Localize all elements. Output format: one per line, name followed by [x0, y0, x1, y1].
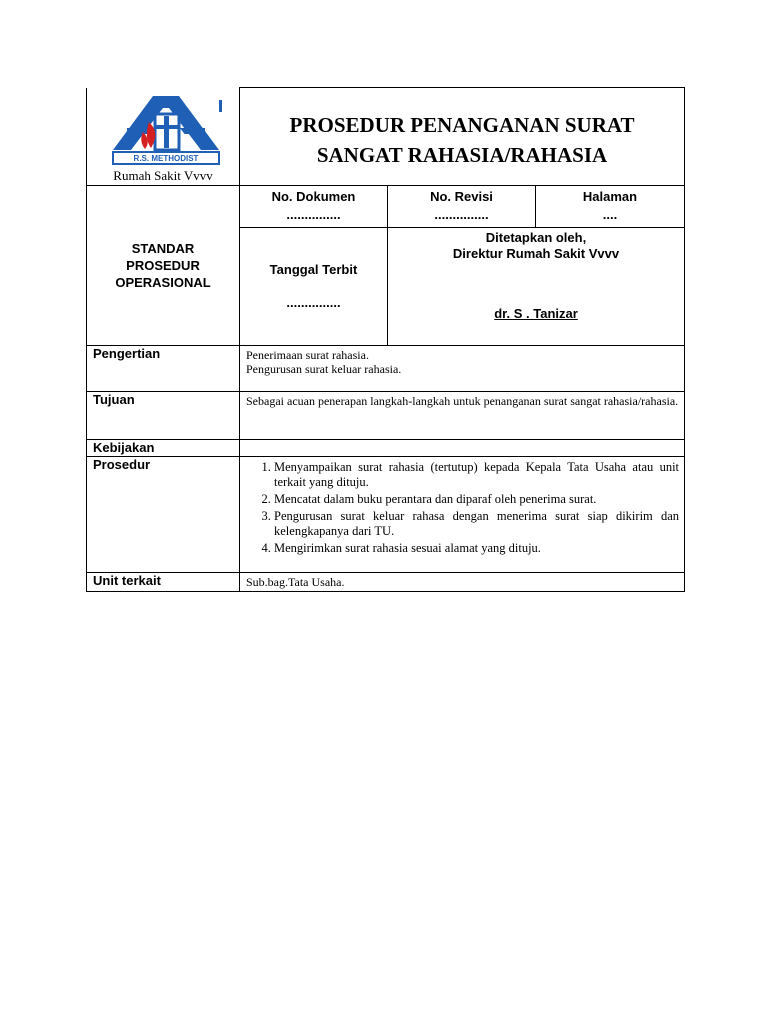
tanggal-terbit-cell: [240, 227, 388, 345]
prosedur-steps: [246, 460, 679, 556]
halaman-value: ....: [602, 206, 618, 222]
prosedur-content: [240, 456, 685, 572]
tujuan-content: Sebagai acuan penerapan langkah-langkah untuk penanganan surat sangat rahasia/rahasia.: [240, 391, 685, 439]
no-dokumen-cell: [240, 185, 388, 227]
pengertian-label: Pengertian: [87, 345, 240, 391]
hospital-logo-icon: [105, 92, 227, 168]
sop-label-line2: PROSEDUR: [126, 257, 200, 273]
document-title-line2: SANGAT RAHASIA/RAHASIA: [316, 143, 608, 167]
ditetapkan-line2: Direktur Rumah Sakit Vvvv: [452, 245, 620, 261]
unit-terkait-label: Unit terkait: [87, 572, 240, 591]
document-title-cell: [240, 88, 685, 186]
kebijakan-content: [240, 439, 685, 456]
logo-text: R.S. METHODIST: [133, 153, 199, 163]
prosedur-step: 3. Pengurusan surat keluar rahasa dengan menerima surat siap dikirim dan kelengkapanya dari TU.: [274, 509, 679, 539]
sop-label-cell: [87, 185, 240, 345]
no-dokumen-label: No. Dokumen: [271, 188, 356, 204]
no-revisi-label: No. Revisi: [430, 188, 493, 204]
pengertian-line2: Pengurusan surat keluar rahasia.: [246, 361, 402, 376]
prosedur-step: 1. Menyampaikan surat rahasia (tertutup) kepada Kepala Tata Usaha atau unit terkait yang dituju.: [274, 460, 679, 490]
prosedur-label: Prosedur: [87, 456, 240, 572]
no-revisi-cell: [388, 185, 536, 227]
hospital-logo: [105, 92, 227, 168]
prosedur-step: 2. Mencatat dalam buku perantara dan diparaf oleh penerima surat.: [274, 492, 679, 507]
logo-cell: [87, 88, 240, 186]
sop-table: [86, 87, 685, 592]
halaman-cell: [536, 185, 685, 227]
no-revisi-value: ...............: [434, 206, 489, 222]
kebijakan-label: Kebijakan: [87, 439, 240, 456]
halaman-label: Halaman: [582, 188, 638, 204]
ditetapkan-cell: [388, 227, 685, 345]
tanggal-terbit-value: ...............: [286, 294, 341, 310]
pengertian-content: [240, 345, 685, 391]
tanggal-terbit-label: Tanggal Terbit: [269, 261, 358, 277]
pengertian-line1: Penerimaan surat rahasia.: [246, 347, 369, 362]
unit-terkait-content: Sub.bag.Tata Usaha.: [240, 572, 685, 591]
document-title-line1: PROSEDUR PENANGANAN SURAT: [289, 113, 635, 137]
no-dokumen-value: ...............: [286, 206, 341, 222]
signatory-name: dr. S . Tanizar: [494, 305, 578, 321]
prosedur-step: 4. Mengirimkan surat rahasia sesuai alamat yang dituju.: [274, 541, 679, 556]
ditetapkan-line1: Ditetapkan oleh,: [485, 229, 587, 245]
sop-label-line3: OPERASIONAL: [115, 274, 211, 290]
tujuan-label: Tujuan: [87, 391, 240, 439]
sop-label-line1: STANDAR: [131, 240, 195, 256]
hospital-name: Rumah Sakit Vvvv: [113, 167, 213, 183]
